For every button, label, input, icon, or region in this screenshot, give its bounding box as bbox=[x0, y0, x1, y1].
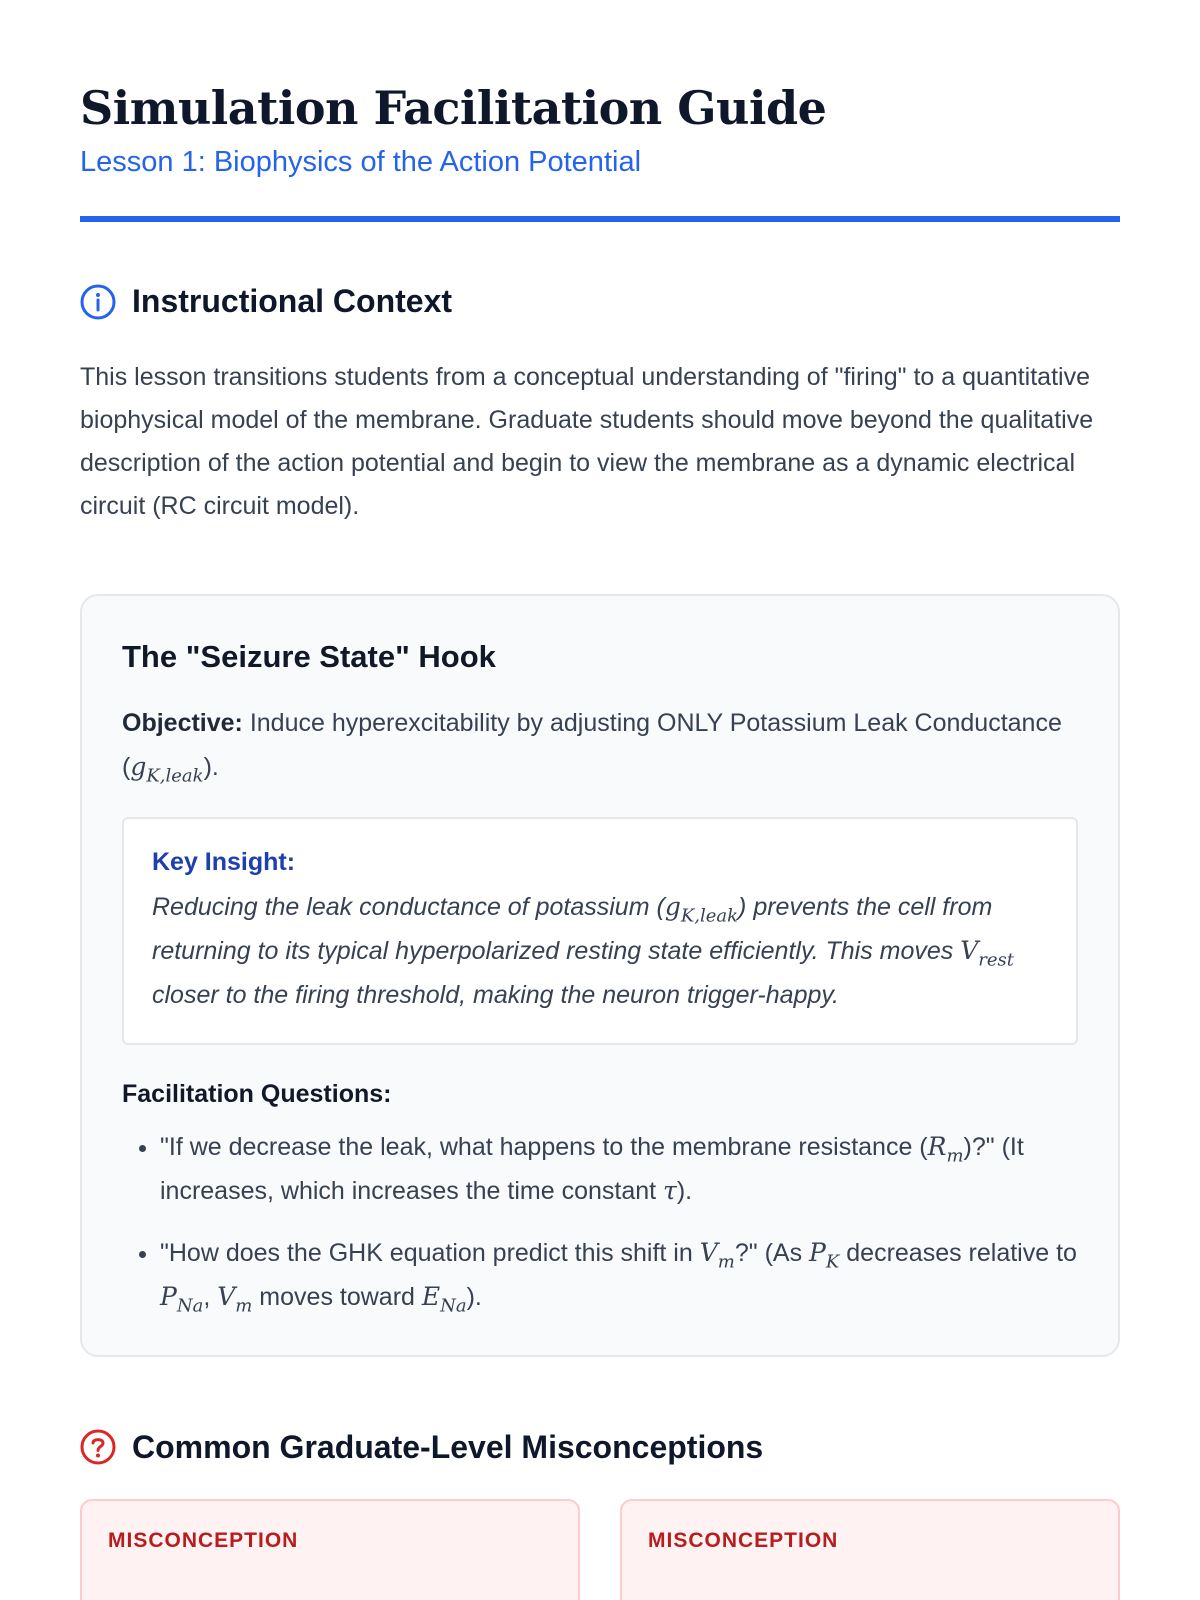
hook-objective bbox=[122, 701, 1078, 789]
header-divider bbox=[80, 216, 1120, 222]
objective-label: Objective: bbox=[122, 708, 243, 737]
misconception-card bbox=[80, 1499, 580, 1600]
page-subtitle: Lesson 1: Biophysics of the Action Potential bbox=[80, 145, 642, 178]
facilitation-question-list bbox=[122, 1125, 1078, 1319]
seizure-hook-card bbox=[80, 594, 1120, 1357]
misconception-card bbox=[620, 1499, 1120, 1600]
misconception-label: MISCONCEPTION bbox=[648, 1528, 839, 1552]
key-insight-box bbox=[122, 817, 1078, 1045]
misconception-label: MISCONCEPTION bbox=[108, 1528, 299, 1552]
insight-math-vrest: $V_{rest}$ bbox=[960, 935, 1015, 971]
objective-text: Induce hyperexcitability by adjusting ONLY Potassium Leak Conductance ( bbox=[122, 708, 1062, 781]
list-item: • "How does the GHK equation predict this shift in $V_m$?" (As $P_K$ decreases relative to $P_{Na}$, $V_m$ moves toward $E_{Na}$). bbox=[160, 1231, 1078, 1319]
misconceptions-heading-label: Common Graduate-Level Misconceptions bbox=[132, 1428, 764, 1465]
key-insight-text: Reducing the leak conductance of potassium $(g_{K,leak})$ prevents the cell from returning to its typical hyperpolarized resting state efficiently. This moves $V_{rest}$ closer to the firing threshold, making the neuron trigger-happy. bbox=[152, 891, 1015, 1009]
objective-end: ). bbox=[203, 752, 219, 781]
page-title: Simulation Facilitation Guide bbox=[80, 81, 827, 135]
info-icon bbox=[80, 284, 116, 320]
hook-title: The "Seizure State" Hook bbox=[122, 638, 496, 674]
list-item: • "If we decrease the leak, what happens to the membrane resistance $(R_m)$?" (It increases, which increases the time constant τ). bbox=[160, 1125, 1078, 1213]
context-paragraph: This lesson transitions students from a conceptual understanding of "firing" to a quantitative biophysical model of the membrane. Graduate students should move beyond the qualitative description of the action potential and begin to view the membrane as a dynamic electrical circuit (RC circuit model). bbox=[80, 362, 1094, 520]
insight-math-gkleak: $g_{K,leak}$ bbox=[664, 891, 739, 927]
key-insight-label: Key Insight: bbox=[152, 847, 296, 876]
context-heading-label: Instructional Context bbox=[132, 283, 453, 320]
facilitation-questions-label: Facilitation Questions: bbox=[122, 1079, 392, 1108]
misconceptions-section-heading bbox=[80, 1427, 1120, 1467]
question-icon bbox=[80, 1429, 116, 1465]
context-section-heading bbox=[80, 282, 1120, 322]
objective-math: $g_{K,leak}$ bbox=[130, 751, 204, 787]
misconception-cards bbox=[80, 1499, 1120, 1600]
